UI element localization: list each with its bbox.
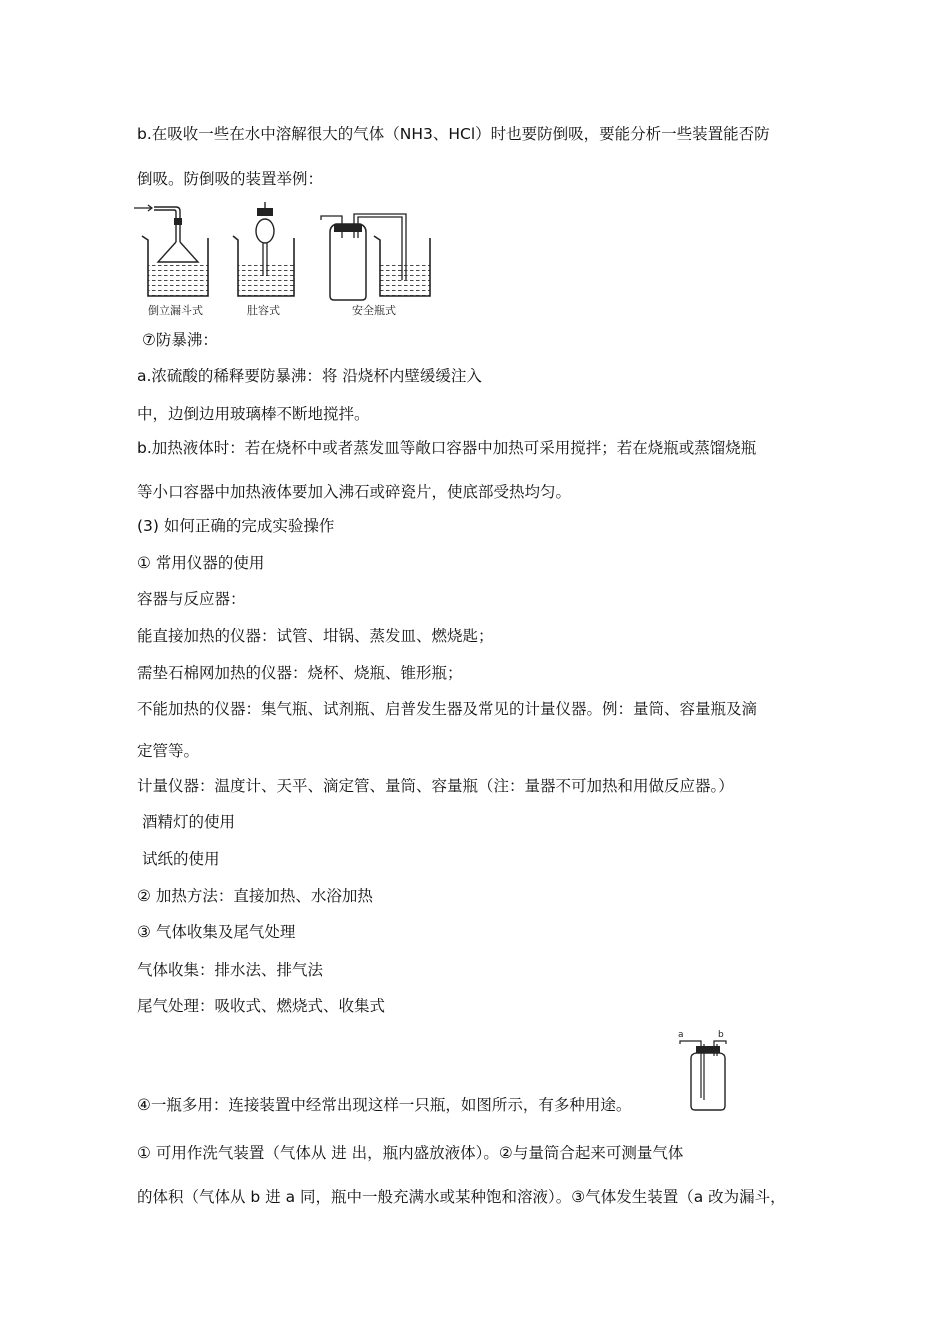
text-line-17: 试纸的使用 xyxy=(142,850,220,868)
text-line-18: ② 加热方法：直接加热、水浴加热 xyxy=(137,887,373,905)
caption-safety-bottle: 安全瓶式 xyxy=(352,304,396,317)
label-a: a xyxy=(678,1030,684,1040)
text-line-4: a.浓硫酸的稀释要防暴沸：将 沿烧杯内壁缓缓注入 xyxy=(137,367,482,385)
text-line-1: b.在吸收一些在水中溶解很大的气体（NH3、HCl）时也要防倒吸，要能分析一些装置能否防 xyxy=(137,125,770,143)
text-line-20: 气体收集：排水法、排气法 xyxy=(137,961,324,979)
text-line-16: 酒精灯的使用 xyxy=(142,813,236,831)
caption-inverted-funnel: 倒立漏斗式 xyxy=(148,304,203,317)
text-line-15: 计量仪器：温度计、天平、滴定管、量筒、容量瓶（注：量器不可加热和用做反应器。） xyxy=(137,777,734,795)
text-line-14: 定管等。 xyxy=(137,742,200,760)
text-line-6: b.加热液体时：若在烧杯中或者蒸发皿等敞口容器中加热可采用搅拌；若在烧瓶或蒸馏烧瓶 xyxy=(137,439,757,457)
text-line-24: 的体积（气体从 b 进 a 同，瓶中一般充满水或某种饱和溶液）。③气体发生装置（a 改为漏斗， xyxy=(137,1188,786,1206)
anti-suckback-apparatus-figure xyxy=(134,198,434,320)
text-line-21: 尾气处理：吸收式、燃烧式、收集式 xyxy=(137,997,386,1015)
text-line-11: 能直接加热的仪器：试管、坩锅、蒸发皿、燃烧匙； xyxy=(137,627,494,645)
belly-funnel-beaker xyxy=(233,202,294,296)
text-line-22: ④一瓶多用：连接装置中经常出现这样一只瓶，如图所示，有多种用途。 xyxy=(137,1096,632,1114)
text-line-13: 不能加热的仪器：集气瓶、试剂瓶、启普发生器及常见的计量仪器。例：量筒、容量瓶及滴 xyxy=(137,700,758,718)
label-b: b xyxy=(718,1030,724,1040)
text-line-8: (3) 如何正确的完成实验操作 xyxy=(137,517,335,535)
inverted-funnel-beaker xyxy=(134,205,208,296)
text-line-7: 等小口容器中加热液体要加入沸石或碎瓷片，使底部受热均匀。 xyxy=(137,483,572,501)
text-line-5: 中，边倒边用玻璃棒不断地搅拌。 xyxy=(137,405,370,423)
safety-bottle-setup xyxy=(321,214,430,300)
caption-belly-type: 肚容式 xyxy=(247,304,280,317)
text-line-9: ① 常用仪器的使用 xyxy=(137,554,265,572)
text-line-12: 需垫石棉网加热的仪器：烧杯、烧瓶、锥形瓶； xyxy=(137,664,463,682)
text-line-2: 倒吸。防倒吸的装置举例： xyxy=(137,170,324,188)
text-line-10: 容器与反应器： xyxy=(137,590,246,608)
text-line-3: ⑦防暴沸： xyxy=(142,331,218,349)
multi-purpose-bottle-figure xyxy=(674,1028,730,1114)
text-line-19: ③ 气体收集及尾气处理 xyxy=(137,923,296,941)
text-line-23: ① 可用作洗气装置（气体从 进 出，瓶内盛放液体）。②与量筒合起来可测量气体 xyxy=(137,1144,684,1162)
